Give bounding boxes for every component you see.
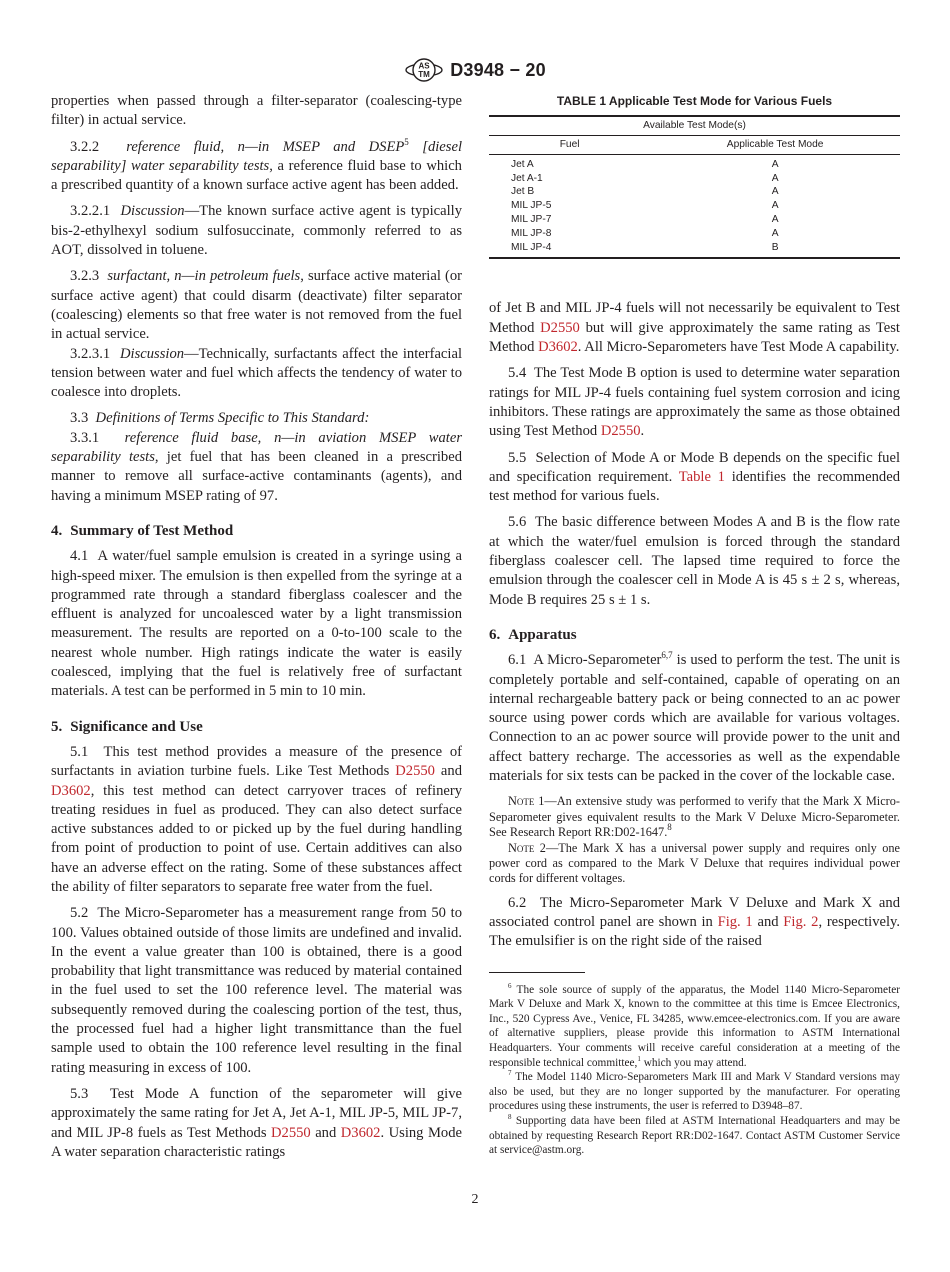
section-5-3: 5.3 Test Mode A function of the separometer will give approximately the same rating for Jet A, Jet A-1, MIL JP-5, MIL JP-7, and MIL JP-8 fuels as Test Methods D2550 and D3602. Using Mode A water separation characteristic ratings <box>51 1085 462 1160</box>
section-3-2-2: 3.2.2 reference fluid, n—in MSEP and DSEP$^5$ [diesel separability] water separability tests, a reference fluid base to which a prescribed quantity of a known surface active agent has been added. <box>51 136 462 194</box>
footnote-6: $^6$ The sole source of supply of the apparatus, the Model 1140 Micro-Separometer Mark V Deluxe and Mark X, known to the committee at this time is Emcee Electronics, Inc., 520 Cypress Ave., Venice, FL 34285, www.emcee-electronics.com. If you are aware of alternative suppliers, please provide this information to ASTM International Headquarters. Your comments will receive careful consideration at a meeting of the responsible technical committee,$^1$ which you may attend. <box>489 981 900 1069</box>
link-fig-2[interactable]: Fig. 2 <box>783 914 819 931</box>
table-row: Jet A A <box>511 158 779 170</box>
column-header-fuel: Fuel <box>489 136 650 155</box>
astm-logo-icon <box>404 57 444 83</box>
table-row: MIL JP-5 A <box>511 200 779 212</box>
svg-text:TM: TM <box>418 70 430 79</box>
link-table-1[interactable]: Table 1 <box>678 468 725 485</box>
table-1-title: TABLE 1 Applicable Test Mode for Various Fuels <box>556 94 833 108</box>
section-5-4: 5.4 The Test Mode B option is used to determine water separation ratings for MIL JP-4 fuels containing fuel system corrosion and icing inhibitors. These ratings are approximately the same as those obtained using Test Method D2550. <box>489 365 900 440</box>
section-heading-6: 6. Apparatus <box>489 626 577 643</box>
footnote-8: $^8$ Supporting data have been filed at ASTM International Headquarters and may be obtained by requesting Research Report RR:D02-1647. Contact ASTM Customer Service at service@astm.org. <box>489 1112 900 1157</box>
table-row: Jet B A <box>511 186 779 198</box>
note-2: Note 2—The Mark X has a universal power supply and requires only one power cord as compared to the Mark V Deluxe that requires individual power cords for different voltages. <box>489 840 900 886</box>
page-header <box>0 56 950 84</box>
section-3-2-3: 3.2.3 surfactant, n—in petroleum fuels, surface active material (or surface active agent) that could disarm (deactivate) filter separator (coalescing) elements so that free water is not removed from the fuel in actual service. <box>51 268 462 343</box>
svg-text:AS: AS <box>418 61 430 71</box>
section-5-6: 5.6 The basic difference between Modes A and B is the flow rate at which the water/fuel emulsion is forced through the standard fiberglass coalescer cell. The lapsed time required to force the emulsion through the coalescer cell in Mode A is 45 s ± 2 s, whereas, Mode B requires 25 s ± 1 s. <box>489 514 900 608</box>
table-1 <box>489 115 900 259</box>
section-5-5: 5.5 Selection of Mode A or Mode B depends on the specific fuel and specification requirement. Table 1 identifies the recommended test method for various fuels. <box>489 449 901 505</box>
section-heading-5: 5. Significance and Use <box>51 718 203 735</box>
footnote-divider <box>489 972 585 973</box>
right-column <box>489 92 900 1158</box>
paragraph-continuation: of Jet B and MIL JP-4 fuels will not necessarily be equivalent to Test Method D2550 but will give approximately the same rating as Test Method D3602. All Micro-Separometers have Test Mode A capability. <box>489 300 900 356</box>
link-d3602[interactable]: D3602 <box>538 339 578 356</box>
section-6-2: 6.2 The Micro-Separometer Mark V Deluxe and Mark X and associated control panel are shown in Fig. 1 and Fig. 2, respectively. The emulsifier is on the right side of the raised <box>489 894 901 950</box>
table-group-header: Available Test Mode(s) <box>489 116 900 135</box>
section-3-3-1: 3.3.1 reference fluid base, n—in aviation MSEP water separability tests, jet fuel that has been cleaned in a prescribed manner to remove all surface-active contaminants (agents), and having a minimum MSEP rating of 97. <box>51 429 462 504</box>
document-id: D3948 − 20 <box>450 59 546 80</box>
link-d2550[interactable]: D2550 <box>270 1124 311 1141</box>
link-fig-1[interactable]: Fig. 1 <box>717 914 753 931</box>
table-header-row <box>489 136 900 155</box>
section-heading-4: 4. Summary of Test Method <box>51 522 234 539</box>
section-6-1: 6.1 A Micro-Separometer$^{6,7}$ is used to perform the test. The unit is completely portable and self-contained, capable of operating on an internal rechargeable battery pack or being connected to an ac power source using power cords which are available for various voltages. Connection to an ac power source will provide power to the unit and affect battery recharge. The accessories as well as the expendable materials for six tests can be packed in the cover of the lockable case. <box>489 650 900 784</box>
section-3-2-3-1: 3.2.3.1 Discussion—Technically, surfactants affect the interfacial tension between water and fuel which affects the tendency of water to coalesce into droplets. <box>51 345 462 401</box>
column-header-mode: Applicable Test Mode <box>650 136 900 155</box>
link-d2550[interactable]: D2550 <box>600 423 641 440</box>
table-row: MIL JP-7 A <box>511 214 779 226</box>
table-row: MIL JP-4 B <box>489 241 900 259</box>
table-row: Jet A-1 A <box>511 172 779 184</box>
footnote-7: $^7$ The Model 1140 Micro-Separometers Mark III and Mark V Standard versions may also be used, but they are no longer supported by the manufacturer. For operating procedures using these instruments, the user is referred to D3948–87. <box>489 1069 900 1113</box>
section-5-2: 5.2 The Micro-Separometer has a measurement range from 50 to 100. Values obtained outside of those limits are undefined and invalid. In the event a value greater than 100 is obtained, there is a good probability that light transmittance was reduced by material contained in the fuel used to set the 100 reference level. The material was subsequently removed during the coalescing portion of the test, thus, the processed fuel had a higher light transmittance than the fuel sample used to obtain the 100 reference level resulting in the final rating measuring in excess of 100. <box>51 905 462 1076</box>
link-d2550[interactable]: D2550 <box>395 763 435 780</box>
link-d3602[interactable]: D3602 <box>51 782 91 799</box>
paragraph-continuation: properties when passed through a filter-separator (coalescing-type filter) in actual service. <box>51 93 462 129</box>
link-d2550[interactable]: D2550 <box>540 319 580 336</box>
section-4-1: 4.1 A water/fuel sample emulsion is created in a syringe using a high-speed mixer. The emulsion is then expelled from the syringe at a programmed rate through a standard fiberglass coalescer and the effluent is analyzed for uncoalesced water by a light transmission measurement. The results are reported on a 0-to-100 scale to the nearest whole number. High ratings indicate the water is easily coalesced, implying that the fuel is relatively free of surfactant materials. A test can be performed in 5 min to 10 min. <box>51 548 462 700</box>
link-d3602[interactable]: D3602 <box>340 1124 381 1141</box>
term: reference fluid, n—in MSEP and DSEP <box>126 138 405 155</box>
left-column <box>51 92 462 1162</box>
table-row: MIL JP-8 A <box>511 227 779 239</box>
section-3-3: 3.3 Definitions of Terms Specific to This Standard: <box>70 410 370 427</box>
note-1: Note 1—An extensive study was performed to verify that the Mark X Micro-Separometer gives equivalent results to the Mark V Deluxe Micro-Separometer. See Research Report RR:D02-1647.$^8$ <box>489 794 900 840</box>
section-5-1: 5.1 This test method provides a measure of the presence of surfactants in aviation turbine fuels. Like Test Methods D2550 and D3602, this test method can detect carryover traces of refinery treating residues in fuel as produced. They can also detect surface active substances added to or picked up by the fuel during handling from point of production to point of use. Certain additives can also have an adverse effect on the rating. Some of these substances affect the ability of filter separators to separate free water from the fuel. <box>51 743 462 895</box>
section-3-2-2-1: 3.2.2.1 Discussion—The known surface active agent is typically bis-2-ethylhexyl sodium sulfosuccinate, commonly referred to as AOT, dissolved in toluene. <box>51 203 462 259</box>
page-number: 2 <box>471 1192 479 1207</box>
